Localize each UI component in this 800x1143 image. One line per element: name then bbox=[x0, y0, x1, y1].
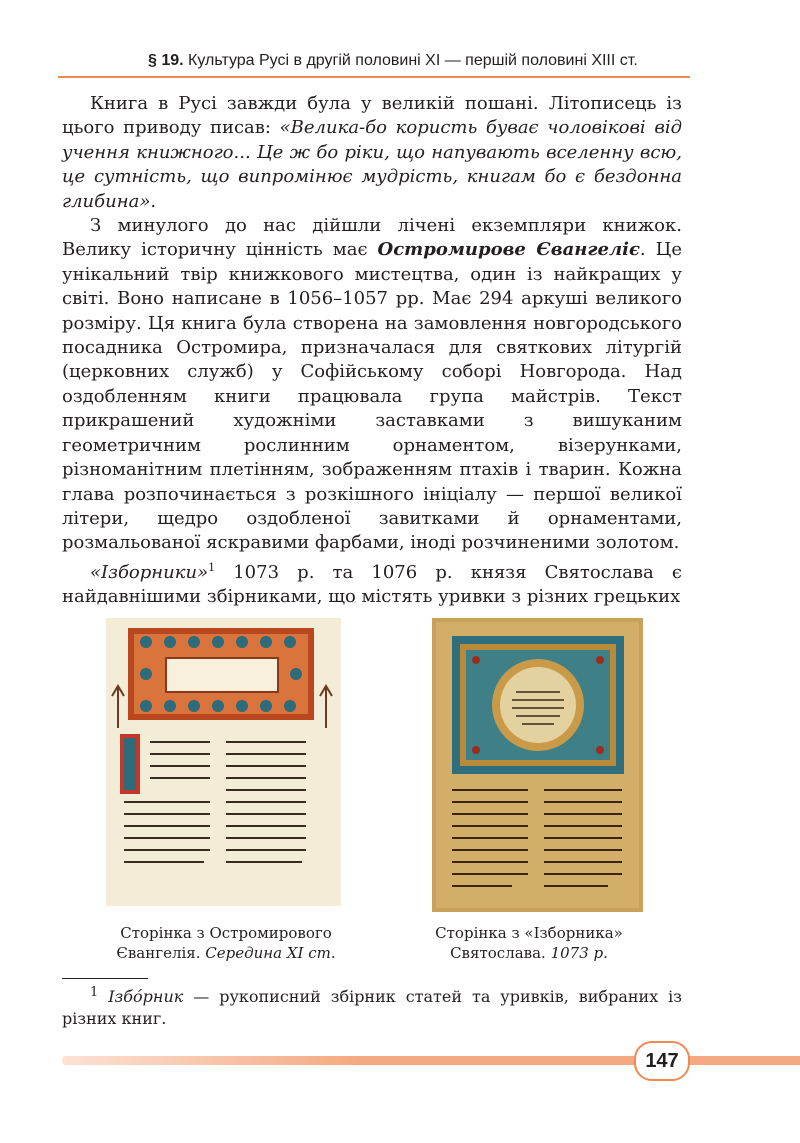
section-number: § 19. bbox=[148, 52, 184, 69]
paragraph-1-text: Книга в Русі завжди була у великій пошані. Літописець із цього приводу писав: bbox=[62, 93, 682, 139]
paragraph-2 bbox=[62, 214, 682, 556]
footnote-term: Ізбо́рник bbox=[108, 987, 184, 1006]
ostromir-gospel-term: Остромирове Євангеліє bbox=[377, 239, 640, 261]
paragraph-1-end: . bbox=[150, 190, 157, 212]
footnote bbox=[62, 986, 682, 1030]
chronicle-quote: «Велика-бо користь буває чоловікові від учення книжного... Це ж бо ріки, що напувають вселенну всю, це сутність, що випромінює мудрість, книгам бо є бездонна глибина» bbox=[62, 117, 682, 212]
header-divider bbox=[58, 76, 690, 78]
izbornyky-term: «Ізборники» bbox=[90, 561, 209, 583]
paragraph-3-text: 1073 р. та 1076 р. князя Святослава є найдавнішими збірниками, що містять уривки з різних грецьких bbox=[62, 561, 682, 608]
footnote-ref: 1 bbox=[208, 560, 216, 574]
paragraph-3 bbox=[62, 556, 682, 610]
caption-line: Сторінка з «Ізборника» bbox=[435, 924, 623, 942]
footnote-mark: 1 bbox=[90, 984, 99, 1000]
paragraph-1 bbox=[62, 92, 682, 214]
paragraph-2-text-a: З минулого до нас дійшли лічені екземпляри книжок. Велику історичну цінність має bbox=[62, 215, 682, 261]
ostromir-gospel-illustration bbox=[106, 618, 341, 906]
izbornyk-caption bbox=[404, 923, 654, 963]
izbornyk-illustration bbox=[432, 618, 643, 912]
footnote-divider bbox=[62, 978, 148, 979]
footnote-text: — рукописний збірник статей та уривків, вибраних із різних книг. bbox=[62, 987, 682, 1028]
running-header bbox=[148, 52, 688, 70]
izbornyk-image bbox=[432, 618, 643, 912]
caption-date: 1073 р. bbox=[550, 944, 608, 962]
section-title: Культура Русі в другій половині XI — першій половині XIII ст. bbox=[188, 52, 638, 69]
caption-date: Середина XI ст. bbox=[205, 944, 336, 962]
ostromir-gospel-caption bbox=[96, 923, 356, 963]
caption-line bbox=[404, 943, 654, 963]
main-text bbox=[62, 92, 682, 610]
caption-line: Сторінка з Остромирового bbox=[120, 924, 332, 942]
ostromir-gospel-image bbox=[106, 618, 341, 906]
paragraph-2-text-b: . Це унікальний твір книжкового мистецтва, один із найкращих у світі. Воно написане в 1056–1057 рр. Має 294 аркуші великого розміру. Ця книга була створена на замовлення новгородського посадника Остромира, призначалася для святкових літургій (церковних служб) у Софійському соборі Новгорода. Над оздобленням книги працювала група майстрів. Текст прикрашений художніми заставками з вишуканим геометричним рослинним орнаментом, візерунками, різноманітним плетінням, зображенням птахів і тварин. Кожна глава розпочинається з розкішного ініціалу — першої великої літери, щедро оздобленої завитками й орнаментами, розмальованої яскравими фарбами, іноді розчиненими золотом. bbox=[62, 239, 682, 554]
page-number: 147 bbox=[634, 1041, 690, 1081]
caption-line bbox=[96, 943, 356, 963]
caption-text: Євангелія. bbox=[116, 944, 206, 962]
caption-text: Святослава. bbox=[450, 944, 551, 962]
